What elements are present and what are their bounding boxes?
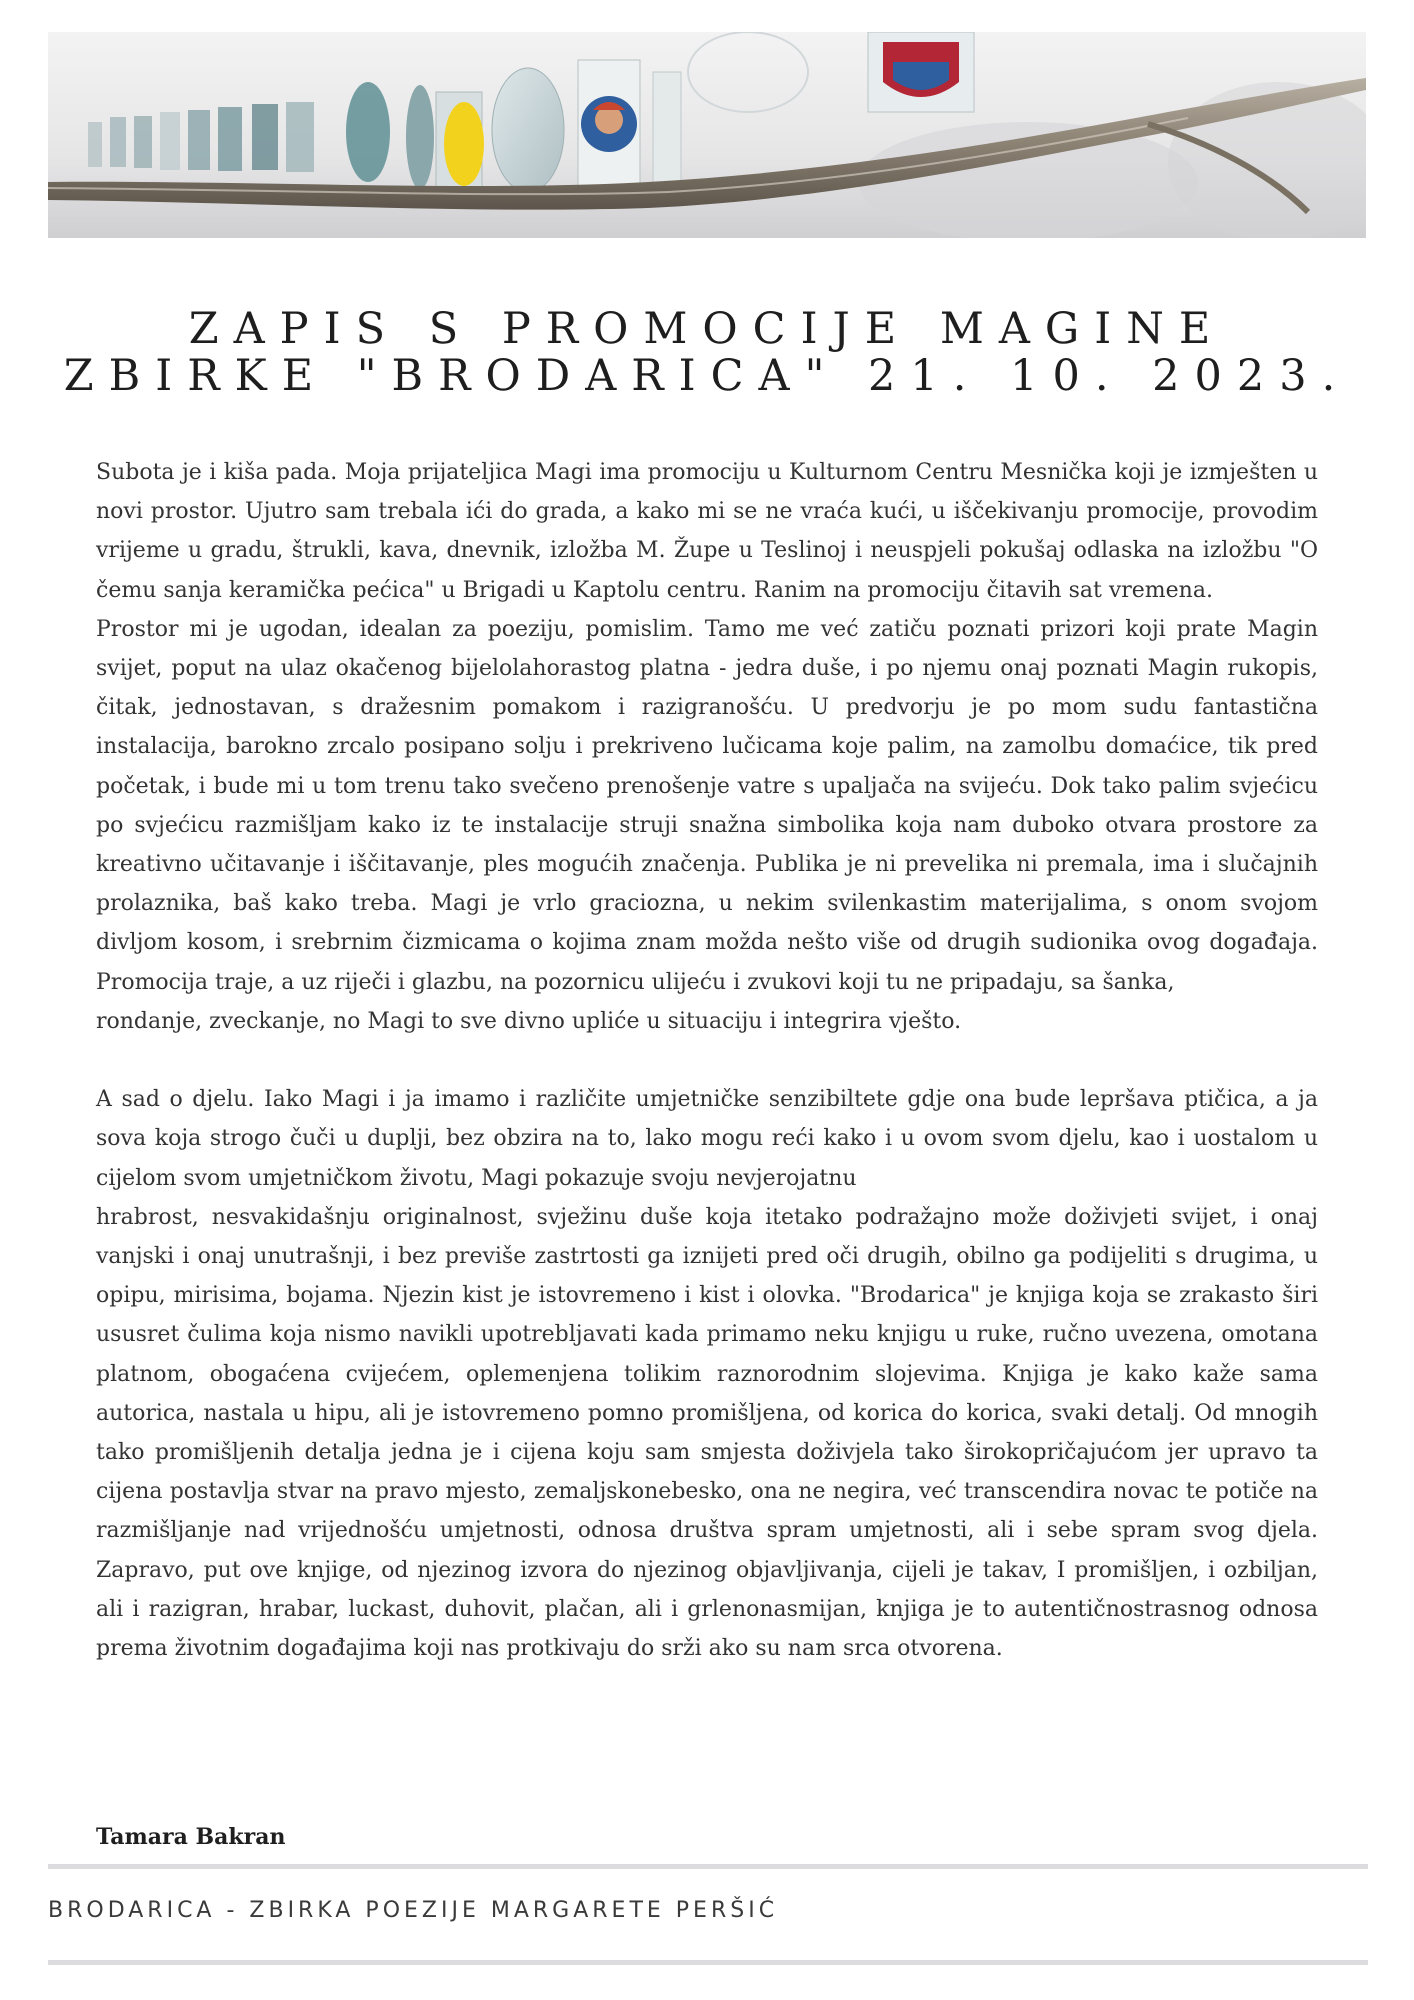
header-banner-photo (48, 32, 1366, 238)
footer-divider-bottom (48, 1960, 1368, 1965)
footer-text: BRODARICA - ZBIRKA POEZIJE MARGARETE PERŠIĆ (48, 1898, 779, 1923)
paragraph: hrabrost, nesvakidašnju originalnost, svježinu duše koja itetako podražajno može doživjeti svijet, i onaj vanjski i onaj unutrašnji, i bez previše zastrtosti ga iznijeti pred oči drugih, obilno ga podijeliti s drugima, u opipu, mirisima, bojama. Njezin kist je istovremeno i kist i olovka. "Brodarica" je knjiga koja se zrakasto širi ususret čulima koja nismo navikli upotrebljavati kada primamo neku knjigu u ruke, ručno uvezena, omotana platnom, obogaćena cvijećem, oplemenjena tolikim raznorodnim slojevima. Knjiga je kako kaže sama autorica, nastala u hipu, ali je istovremeno pomno promišljena, od korica do korica, svaki detalj. Od mnogih tako promišljenih detalja jedna je i cijena koju sam smjesta doživjela tako širokopričajućom jer upravo ta cijena postavlja stvar na pravo mjesto, zemaljskonebesko, ona ne negira, već transcendira novac te potiče na razmišljanje nad vrijednošću umjetnosti, odnosa društva spram umjetnosti, ali i sebe spram svog djela. Zapravo, put ove knjige, od njezinog izvora do njezinog objavljivanja, cijeli je takav, I promišljen, i ozbiljan, ali i razigran, hrabar, luckast, duhovit, plačan, ali i grlenonasmijan, knjiga je to autentičnostrasnog odnosa prema životnim događajima koji nas protkivaju do srži ako su nam srca otvorena. (96, 1204, 1318, 1662)
author-name: Tamara Bakran (96, 1824, 286, 1850)
paragraph: rondanje, zveckanje, no Magi to sve divno upliće u situaciju i integrira vješto. (96, 1008, 962, 1034)
gallery-photo-icon (48, 32, 1366, 238)
paragraph: Prostor mi je ugodan, idealan za poeziju, pomislim. Tamo me već zatiču poznati prizori koji prate Magin svijet, poput na ulaz okačenog bijelolahorastog platna - jedra duše, i po njemu onaj poznati Magin rukopis, čitak, jednostavan, s dražesnim pomakom i razigranošću. U predvorju je po mom sudu fantastična instalacija, barokno zrcalo posipano solju i prekriveno lučicama koje palim, na zamolbu domaćice, tik pred početak, i bude mi u tom trenu tako svečeno prenošenje vatre s upaljača na svijeću. Dok tako palim svjećicu po svjećicu razmišljam kako iz te instalacije struji snažna simbolika koja nam duboko otvara prostore za kreativno učitavanje i iščitavanje, ples mogućih značenja. Publika je ni prevelika ni premala, ima i slučajnih prolaznika, baš kako treba. Magi je vrlo graciozna, u nekim svilenkastim materijalima, s onom svojom divljom kosom, i srebrnim čizmicama o kojima znam možda nešto više od drugih sudionika ovog događaja. Promocija traje, a uz riječi i glazbu, na pozornicu ulijeću i zvukovi koji tu ne pripadaju, sa šanka, (96, 616, 1318, 995)
paragraph: A sad o djelu. Iako Magi i ja imamo i različite umjetničke senzibiltete gdje ona bude lepršava ptičica, a ja sova koja strogo čuči u duplji, bez obzira na to, lako mogu reći kako i u ovom svom djelu, kao i uostalom u cijelom svom umjetničkom životu, Magi pokazuje svoju nevjerojatnu (96, 1087, 1318, 1191)
article-title: ZAPIS S PROMOCIJE MAGINE ZBIRKE "BRODARICA" 21. 10. 2023. (63, 304, 1351, 401)
footer-divider-top (48, 1864, 1368, 1869)
paragraph-gap (96, 1041, 1318, 1080)
article-body (96, 453, 1318, 1668)
paragraph: Subota je i kiša pada. Moja prijateljica Magi ima promociju u Kulturnom Centru Mesnička koji je izmješten u novi prostor. Ujutro sam trebala ići do grada, a kako mi se ne vraća kući, u iščekivanju promocije, provodim vrijeme u gradu, štrukli, kava, dnevnik, izložba M. Župe u Teslinoj i neuspjeli pokušaj odlaska na izložbu "O čemu sanja keramička pećica" u Brigadi u Kaptolu centru. Ranim na promociju čitavih sat vremena. (96, 460, 1318, 603)
